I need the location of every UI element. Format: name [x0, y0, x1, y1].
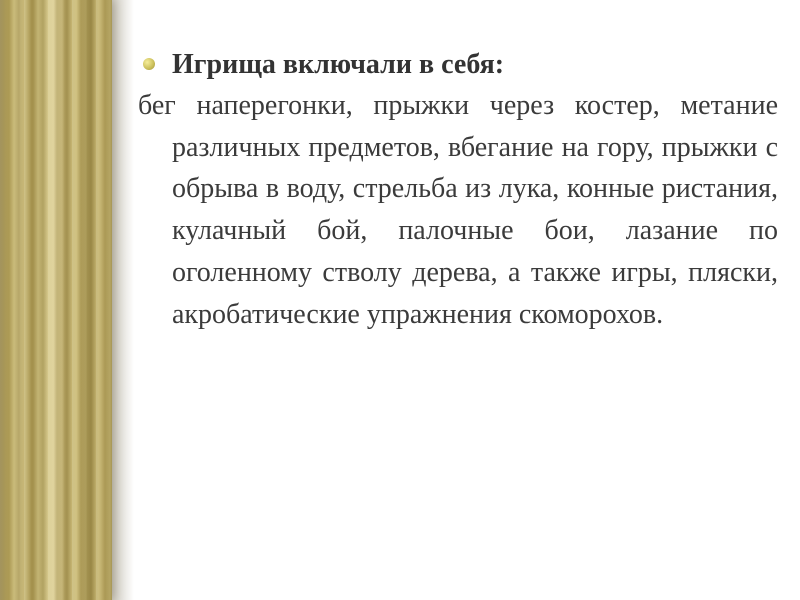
slide-content	[138, 44, 778, 335]
bullet-item	[138, 44, 778, 85]
slide-heading: Игрища включали в себя:	[172, 49, 505, 80]
decorative-gold-border	[0, 0, 112, 600]
slide-body-text: бег наперегонки, прыжки через костер, метание различных предметов, вбегание на гору, прыжки с обрыва в воду, стрельба из лука, конные ристания, кулачный бой, палочные бои, лазание по оголенному стволу дерева, а также игры, пляски, акробатические упражнения скоморохов.	[138, 90, 778, 330]
bullet-dot-icon	[143, 58, 155, 70]
bullet-icon	[138, 53, 160, 75]
